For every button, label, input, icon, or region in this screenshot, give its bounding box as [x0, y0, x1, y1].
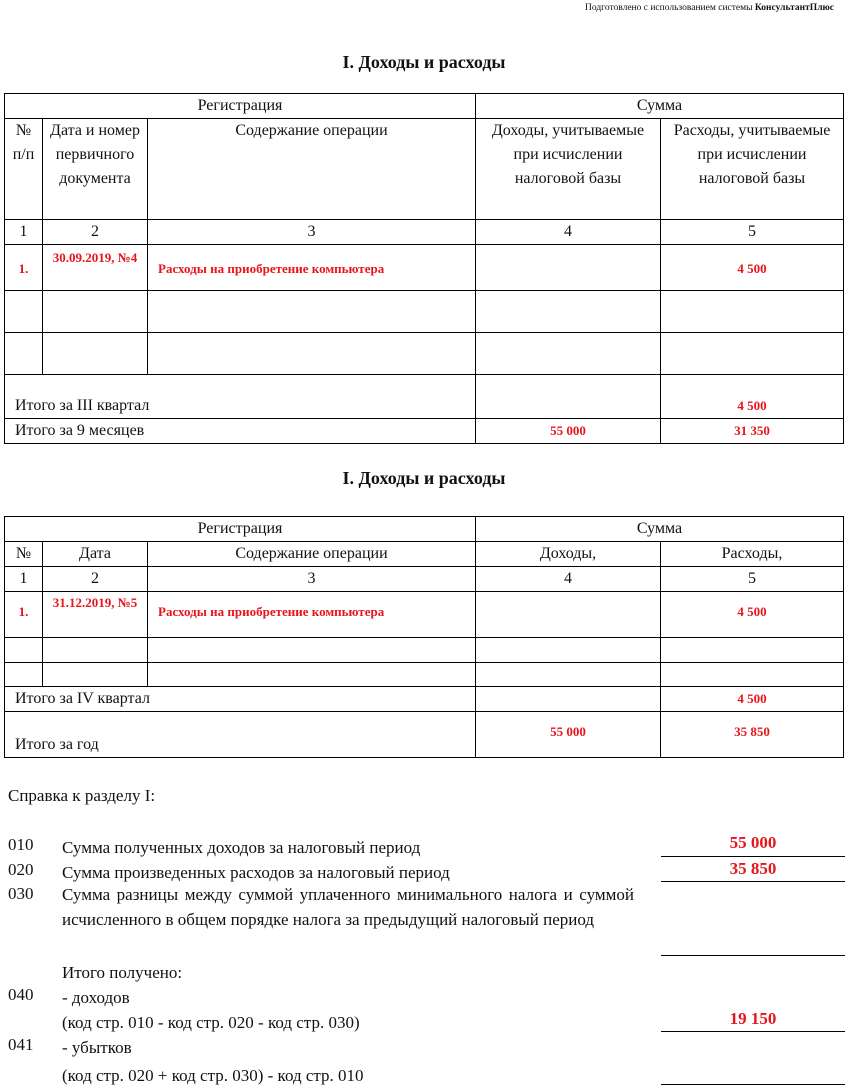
table-row	[5, 592, 844, 638]
header-num: №	[5, 542, 43, 567]
header-content: Содержание операции	[148, 119, 476, 220]
table-row	[5, 245, 844, 291]
code-020: 020	[8, 860, 34, 879]
section1-title: I. Доходы и расходы	[342, 52, 506, 72]
total-year-row	[5, 712, 844, 758]
table-row	[5, 333, 844, 375]
col-number-5: 5	[661, 220, 844, 245]
header-registration: Регистрация	[5, 94, 476, 119]
total-9m-label: Итого за 9 месяцев	[5, 419, 476, 444]
col-number-4: 4	[476, 567, 661, 592]
value-010: 55 000	[729, 833, 777, 852]
row-income	[476, 592, 661, 638]
value-020: 35 850	[729, 859, 777, 878]
header-sum: Сумма	[476, 517, 844, 542]
total-received-label: Итого получено:	[62, 963, 183, 982]
header-expense: Расходы, учитываемые при исчислении налоговой базы	[661, 119, 844, 220]
total-year-label: Итого за год	[5, 712, 476, 758]
section2-title: I. Доходы и расходы	[342, 468, 506, 488]
col-number-1: 1	[5, 567, 43, 592]
row-num: 1.	[5, 592, 43, 638]
header-income: Доходы,	[476, 542, 661, 567]
header-note-brand: КонсультантПлюс	[754, 3, 834, 13]
value-040: 19 150	[729, 1009, 777, 1028]
col-number-5: 5	[661, 567, 844, 592]
code-010: 010	[8, 835, 34, 854]
header-income: Доходы, учитываемые при исчислении налоговой базы	[476, 119, 661, 220]
total-quarter-expense: 4 500	[661, 375, 844, 419]
total-quarter-income	[476, 375, 661, 419]
section1-table	[4, 93, 844, 444]
header-note	[585, 3, 834, 13]
total-quarter-row	[5, 375, 844, 419]
underline-040	[661, 1031, 845, 1032]
total-9m-expense: 31 350	[661, 419, 844, 444]
formula-040: (код стр. 010 - код стр. 020 - код стр. 030)	[62, 1013, 360, 1032]
text-020: Сумма произведенных расходов за налоговый период	[62, 863, 450, 882]
row-expense: 4 500	[661, 592, 844, 638]
row-income	[476, 245, 661, 291]
underline-020	[661, 881, 845, 882]
total-quarter-expense: 4 500	[661, 687, 844, 712]
code-041: 041	[8, 1035, 34, 1054]
row-content: Расходы на приобретение компьютера	[148, 245, 476, 291]
text-010: Сумма полученных доходов за налоговый период	[62, 838, 421, 857]
header-num: № п/п	[5, 119, 43, 220]
text-030: Сумма разницы между суммой уплаченного минимального налога и суммой исчисленного в общем порядке налога за предыдущий налоговый период	[62, 885, 634, 929]
col-number-2: 2	[43, 567, 148, 592]
row-num: 1.	[5, 245, 43, 291]
code-040: 040	[8, 985, 34, 1004]
row-content: Расходы на приобретение компьютера	[148, 592, 476, 638]
header-note-prefix: Подготовлено с использованием системы	[585, 3, 753, 13]
header-content: Содержание операции	[148, 542, 476, 567]
total-quarter-income	[476, 687, 661, 712]
total-9m-income: 55 000	[476, 419, 661, 444]
underline-041	[661, 1084, 845, 1085]
reference-title: Справка к разделу I:	[8, 786, 156, 805]
table-row	[5, 638, 844, 663]
total-quarter-row	[5, 687, 844, 712]
formula-041: (код стр. 020 + код стр. 030) - код стр. 010	[62, 1066, 364, 1085]
header-date: Дата	[43, 542, 148, 567]
col-number-2: 2	[43, 220, 148, 245]
table-row	[5, 663, 844, 687]
row-date: 30.09.2019, №4	[43, 245, 148, 291]
section2-table	[4, 516, 844, 758]
row-date: 31.12.2019, №5	[43, 592, 148, 638]
header-registration: Регистрация	[5, 517, 476, 542]
total-year-income: 55 000	[476, 712, 661, 758]
col-number-1: 1	[5, 220, 43, 245]
label-040: - доходов	[62, 988, 130, 1007]
underline-010	[661, 856, 845, 857]
table-row	[5, 291, 844, 333]
col-number-3: 3	[148, 220, 476, 245]
total-year-expense: 35 850	[661, 712, 844, 758]
row-expense: 4 500	[661, 245, 844, 291]
header-expense: Расходы,	[661, 542, 844, 567]
total-quarter-label: Итого за III квартал	[5, 375, 476, 419]
header-date: Дата и номер первичного документа	[43, 119, 148, 220]
underline-030	[661, 955, 845, 956]
col-number-4: 4	[476, 220, 661, 245]
col-number-3: 3	[148, 567, 476, 592]
header-sum: Сумма	[476, 94, 844, 119]
total-9m-row	[5, 419, 844, 444]
label-041: - убытков	[62, 1038, 132, 1057]
code-030: 030	[8, 884, 34, 903]
total-quarter-label: Итого за IV квартал	[5, 687, 476, 712]
